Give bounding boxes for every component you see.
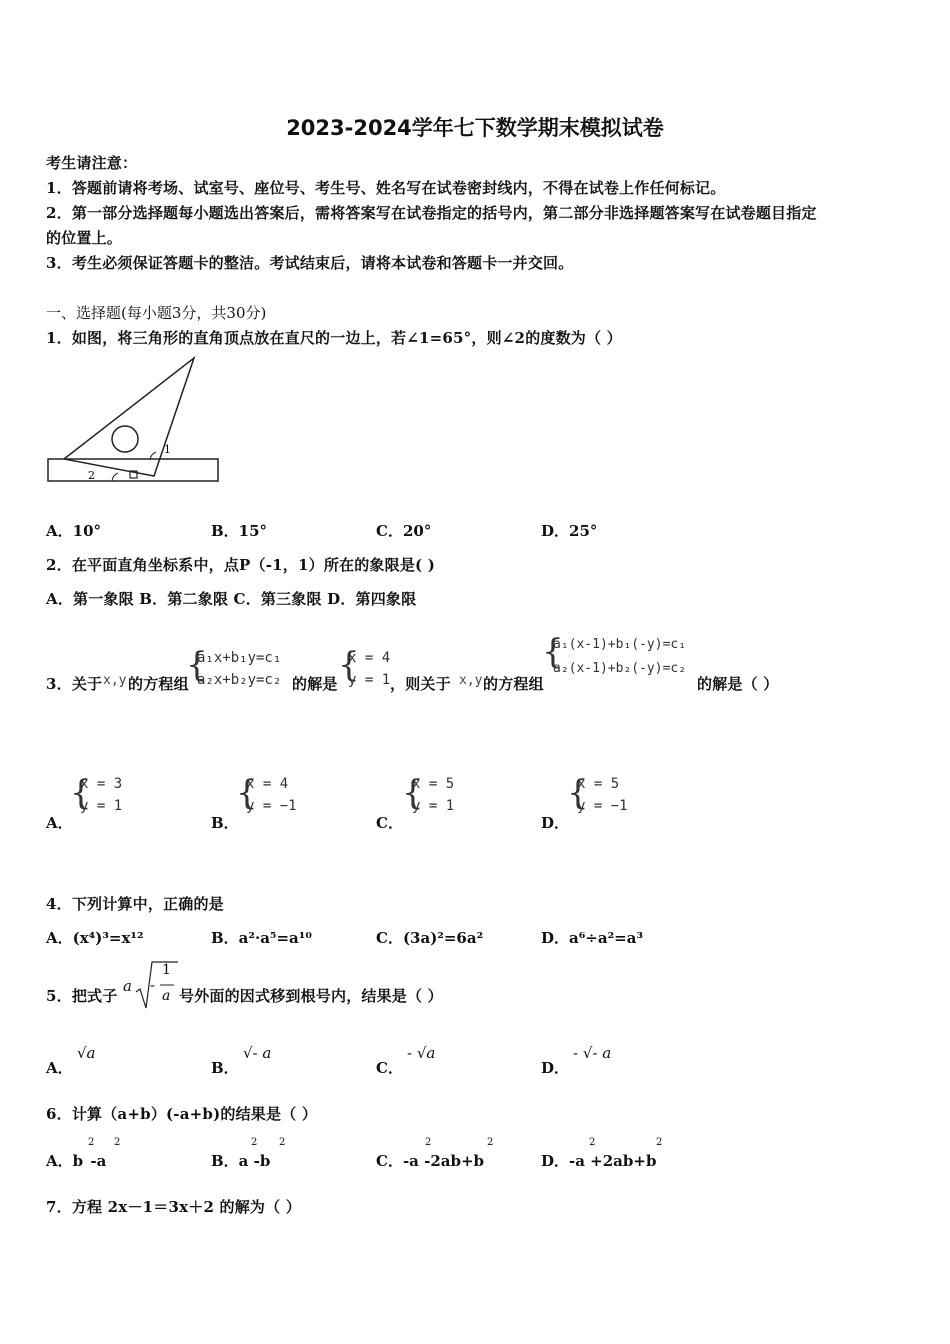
angle-2-label: 2 (88, 469, 95, 482)
q3-text-5: 的方程组 (483, 675, 544, 693)
q5-option-b: √- a (243, 1044, 272, 1062)
brace-icon: { (338, 645, 360, 685)
brace-icon: { (186, 645, 208, 685)
notice-item: 2．第一部分选择题每小题选出答案后，需将答案写在试卷指定的括号内，第二部分非选择题答案写在试卷题目指定 (46, 204, 817, 222)
q6-option-c: C．-a -2ab+b (376, 1152, 485, 1170)
q6-superscript: 2 (656, 1137, 663, 1148)
brace-icon: { (542, 632, 564, 672)
notice-item: 3．考生必须保证答题卡的整洁。考试结束后，请将本试卷和答题卡一并交回。 (46, 254, 574, 272)
section-heading: 一、选择题(每小题3分，共30分) (46, 304, 267, 322)
q6-option-a: A．b -a (46, 1152, 107, 1170)
angle-1-label: 1 (164, 443, 171, 456)
notice-item: 1．答题前请将考场、试室号、座位号、考生号、姓名写在试卷密封线内，不得在试卷上作任何标记。 (46, 179, 726, 197)
q1-option-a: A．10° (46, 522, 102, 540)
notice-item: 的位置上。 (46, 229, 123, 247)
radical-icon (134, 958, 178, 1012)
triangle-ruler-figure (44, 355, 224, 490)
q3-option-d: x = 5 y = −1 (577, 776, 628, 814)
q3-option-a-label: A． (46, 814, 73, 832)
q4-option-a: A．(x⁴)³=x¹² (46, 929, 144, 947)
q2-options: A．第一象限 B．第二象限 C．第三象限 D．第四象限 (46, 590, 417, 608)
brace-icon: { (567, 773, 589, 813)
question-1-stem: 1．如图，将三角形的直角顶点放在直尺的一边上，若∠1=65°，则∠2的度数为（ ） (46, 329, 622, 347)
q3-option-c: x = 5 y = 1 (412, 776, 455, 814)
q6-superscript: 2 (589, 1137, 596, 1148)
q3-option-b: x = 4 y = −1 (246, 776, 297, 814)
q6-superscript: 2 (251, 1137, 258, 1148)
q5-option-a-label: A． (46, 1059, 73, 1077)
q4-option-b: B．a²·a⁵=a¹⁰ (211, 929, 312, 947)
question-7-stem: 7．方程 2x－1＝3x＋2 的解为（ ） (46, 1198, 301, 1216)
q1-option-b: B．15° (211, 522, 268, 540)
q1-option-c: C．20° (376, 522, 432, 540)
brace-icon: { (236, 773, 258, 813)
q6-superscript: 2 (425, 1137, 432, 1148)
q5-numerator: 1 (162, 962, 171, 978)
q5-option-a: √a (77, 1044, 96, 1062)
brace-icon: { (402, 773, 424, 813)
q5-text-1: 5．把式子 (46, 987, 118, 1005)
q3-text-2: 的方程组 (128, 675, 189, 693)
q3-option-d-label: D． (541, 814, 570, 832)
q5-denominator: a (162, 988, 171, 1004)
q5-option-c: - √a (407, 1044, 436, 1062)
q6-superscript: 2 (114, 1137, 121, 1148)
q3-text-6: 的解是（ ） (697, 675, 779, 693)
brace-icon: { (70, 773, 92, 813)
question-6-stem: 6．计算（a+b）(-a+b)的结果是（ ） (46, 1105, 318, 1123)
q3-system-1: a₁x+b₁y=c₁ a₂x+b₂y=c₂ (197, 650, 282, 688)
q5-option-c-label: C． (376, 1059, 403, 1077)
q5-coefficient: a (123, 977, 132, 995)
q3-text-3: 的解是 (292, 675, 338, 693)
q3-option-c-label: C． (376, 814, 403, 832)
q5-minus: - (150, 976, 156, 994)
q3-text-4: ，则关于 (390, 675, 451, 693)
q3-system-2: a₁(x-1)+b₁(-y)=c₁ a₂(x-1)+b₂(-y)=c₂ (553, 637, 687, 676)
q3-xy: x,y (103, 673, 127, 688)
q3-text-1: 3．关于 (46, 675, 103, 693)
q4-option-d: D．a⁶÷a²=a³ (541, 929, 644, 947)
q6-superscript: 2 (88, 1137, 95, 1148)
q3-xy-2: x,y (459, 673, 483, 688)
q5-text-2: 号外面的因式移到根号内，结果是（ ） (179, 987, 443, 1005)
q4-option-c: C．(3a)²=6a² (376, 929, 484, 947)
page-title: 2023-2024学年七下数学期末模拟试卷 (286, 116, 664, 140)
q1-option-d: D．25° (541, 522, 598, 540)
q5-option-d-label: D． (541, 1059, 570, 1077)
q3-option-a: x = 3 y = 1 (80, 776, 123, 814)
question-4-stem: 4．下列计算中，正确的是 (46, 895, 224, 913)
notice-heading: 考生请注意： (46, 154, 138, 172)
q3-option-b-label: B． (211, 814, 239, 832)
q6-option-b: B．a -b (211, 1152, 271, 1170)
q6-superscript: 2 (487, 1137, 494, 1148)
q3-solution: x = 4 y = 1 (348, 650, 391, 688)
q5-option-b-label: B． (211, 1059, 239, 1077)
q6-option-d: D．-a +2ab+b (541, 1152, 657, 1170)
question-2-stem: 2．在平面直角坐标系中，点P（-1，1）所在的象限是( ) (46, 556, 436, 574)
q5-option-d: - √- a (573, 1044, 612, 1062)
q6-superscript: 2 (279, 1137, 286, 1148)
